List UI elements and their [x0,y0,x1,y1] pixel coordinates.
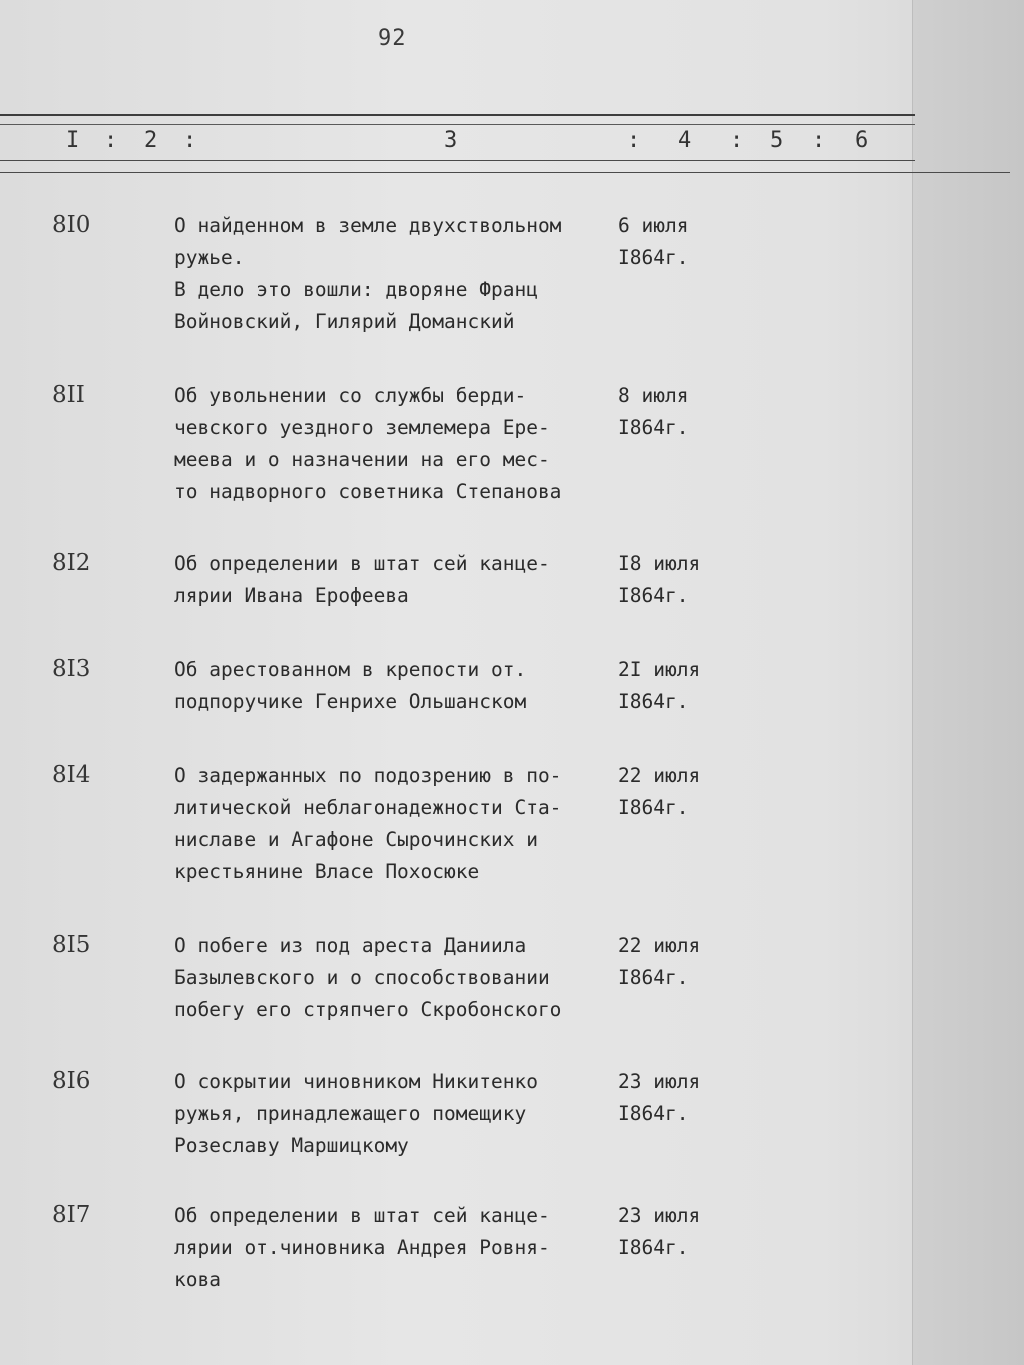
column-separator: : [183,128,197,153]
entry-number: 8I5 [52,932,91,958]
entry-number: 8I2 [52,550,91,576]
entry-title: Об определении в штат сей канце- лярии Ивана Ерофеева [174,552,550,607]
entry-date: 23 июля I864г. [618,1204,701,1259]
column-5-number: 5 [770,128,784,153]
column-6-number: 6 [855,128,869,153]
entry-number: 8I0 [52,212,91,238]
entry-number: 8I3 [52,656,91,682]
entry-title: Об определении в штат сей канце- лярии от.чиновника Андрея Ровня- кова [174,1204,550,1291]
entry-title: О сокрытии чиновником Никитенко ружья, принадлежащего помещику Розеславу Маршицкому [174,1070,538,1157]
column-separator: : [730,128,744,153]
entry-date: 8 июля I864г. [618,384,689,439]
header-rule-bottom [0,160,915,161]
entry-date: 6 июля I864г. [618,214,689,269]
entry-title: О побеге из под ареста Даниила Базылевского и о способствовании побегу его стряпчего Скробонского [174,934,562,1021]
entry-title: Об увольнении со службы берди- чевского уездного землемера Ере- меева и о назначении на его мес- то надворного советника Степанова [174,384,562,503]
entry-date: 2I июля I864г. [618,658,701,713]
entry-date: 22 июля I864г. [618,934,701,989]
entry-number: 8II [52,382,85,408]
header-rule-top [0,114,915,116]
header-rule-top-inner [0,124,915,125]
entry-date: I8 июля I864г. [618,552,701,607]
entry-number: 8I7 [52,1202,91,1228]
column-separator: : [627,128,641,153]
column-4-number: 4 [678,128,692,153]
entry-number: 8I4 [52,762,91,788]
page-number: 92 [378,26,407,51]
page-edge-shadow [912,0,1024,1365]
entry-title: О найденном в земле двухствольном ружье. В дело это вошли: дворяне Франц Войновский, Гилярий Доманский [174,214,562,333]
column-2-number: 2 [144,128,158,153]
column-separator: : [812,128,826,153]
column-1-number: I [66,128,80,153]
entry-date: 22 июля I864г. [618,764,701,819]
column-3-number: 3 [444,128,458,153]
header-rule-bottom-outer [0,172,1010,173]
entry-number: 8I6 [52,1068,91,1094]
column-separator: : [104,128,118,153]
entry-title: Об арестованном в крепости от. подпоручике Генрихе Ольшанском [174,658,527,713]
entry-date: 23 июля I864г. [618,1070,701,1125]
entry-title: О задержанных по подозрению в по- литической неблагонадежности Ста- ниславе и Агафоне Сырочинских и крестьянине Власе Похосюке [174,764,562,883]
